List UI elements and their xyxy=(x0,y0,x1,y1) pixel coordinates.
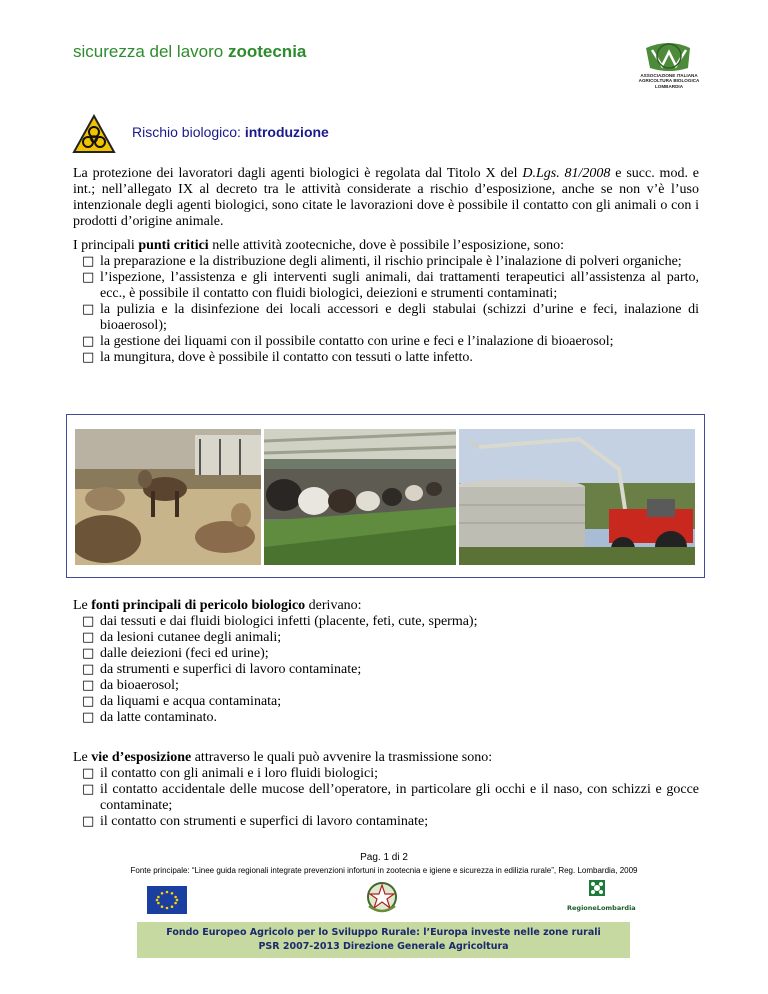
list-item: □ da bioaerosol; xyxy=(73,678,699,694)
biohazard-warning-icon xyxy=(72,114,116,154)
lead-bold: punti critici xyxy=(138,238,209,253)
section-title-bold: introduzione xyxy=(244,124,329,140)
exposure-block xyxy=(73,750,699,830)
logo-text-line: ASSOCIAZIONE ITALIANA xyxy=(640,73,698,78)
lead-bold: fonti principali di pericolo biologico xyxy=(91,598,306,613)
list-item: □ da strumenti e superfici di lavoro contaminate; xyxy=(73,662,699,678)
header-title-bold: zootecnia xyxy=(227,42,307,61)
intro-paragraph xyxy=(73,166,699,230)
list-item: □ il contatto accidentale delle mucose dell’operatore, in particolare gli occhi e il naso, con schizzi e gocce contaminate; xyxy=(73,782,699,814)
list-item: □ da lesioni cutanee degli animali; xyxy=(73,630,699,646)
intro-text: e succ. mod. e int.; nell’allegato IX al decreto tra le attività considerate a rischio d’esposizione, anche se non v’è l’uso intenzionale degli agenti biologici, sono citate le lavorazioni dove è possibile il contatto con gli animali o con i prodotti d’origine animale. xyxy=(73,166,699,229)
section-title xyxy=(132,124,329,140)
intro-text: La protezione dei lavoratori dagli agenti biologici è regolata dal Titolo X del xyxy=(73,166,523,181)
list-item: □ l’ispezione, l’assistenza e gli interventi sugli animali, dai trattamenti terapeutici all’assistenza al parto, ecc., è possibile il contatto con fluidi biologici, deiezioni e strumenti contaminati; xyxy=(73,270,699,302)
photo-strip xyxy=(66,414,705,578)
eu-flag-icon xyxy=(147,886,187,914)
document-header-title xyxy=(73,42,306,62)
aiab-logo-mark xyxy=(646,43,690,71)
list-item: □ la mungitura, dove è possibile il contatto con tessuti o latte infetto. xyxy=(73,350,699,366)
critical-points-list xyxy=(73,254,699,366)
exposure-lead xyxy=(73,750,699,766)
lead-text: attraverso le quali può avvenire la trasmissione sono: xyxy=(191,750,493,765)
header-title-prefix: sicurezza del lavoro xyxy=(73,42,228,61)
italian-republic-emblem-icon xyxy=(365,880,399,916)
lead-bold: vie d’esposizione xyxy=(91,750,192,765)
law-reference: D.Lgs. 81/2008 xyxy=(522,166,611,181)
cows-barn-photo xyxy=(264,429,456,565)
lead-text: nelle attività zootecniche, dove è possibile l’esposizione, sono: xyxy=(208,238,565,253)
source-note: Fonte principale: “Linee guida regionali integrate prevenzioni infortuni in zootecnia e igiene e sicurezza in edilizia rurale”, Reg. Lombardia, 2009 xyxy=(130,866,638,875)
list-item: □ dai tessuti e dai fluidi biologici infetti (placente, feti, cute, sperma); xyxy=(73,614,699,630)
regione-lombardia-logo xyxy=(567,880,636,920)
critical-points-block xyxy=(73,238,699,366)
aiab-logo-text xyxy=(626,73,712,89)
list-item: □ la preparazione e la distribuzione degli alimenti, il rischio principale è l’inalazione di polveri organiche; xyxy=(73,254,699,270)
sources-block xyxy=(73,598,699,726)
list-item: □ da liquami e acqua contaminata; xyxy=(73,694,699,710)
exposure-list xyxy=(73,766,699,830)
lead-text: derivano: xyxy=(305,598,362,613)
lead-text: I principali xyxy=(73,238,139,253)
banner-line-2: PSR 2007-2013 Direzione Generale Agricoltura xyxy=(258,941,509,952)
critical-points-lead xyxy=(73,238,699,254)
list-item: □ la pulizia e la disinfezione dei locali accessori e degli stabulai (schizzi d’urine e feci, inalazione di bioaerosol); xyxy=(73,302,699,334)
page-number: Pag. 1 di 2 xyxy=(360,852,408,863)
slurry-tank-tractor-photo xyxy=(459,429,695,565)
section-title-prefix: Rischio biologico: xyxy=(132,124,245,140)
sources-list xyxy=(73,614,699,726)
funding-banner xyxy=(137,876,636,958)
goats-photo xyxy=(75,429,261,565)
sources-lead xyxy=(73,598,699,614)
banner-line-1: Fondo Europeo Agricolo per lo Sviluppo Rurale: l’Europa investe nelle zone rurali xyxy=(166,927,601,938)
list-item: □ il contatto con gli animali e i loro fluidi biologici; xyxy=(73,766,699,782)
intro-block xyxy=(73,166,699,230)
logo-text-line: AGRICOLTURA BIOLOGICA xyxy=(638,78,700,84)
list-item: □ dalle deiezioni (feci ed urine); xyxy=(73,646,699,662)
lombardia-rose-icon xyxy=(589,880,605,896)
list-item: □ da latte contaminato. xyxy=(73,710,699,726)
lead-text: Le xyxy=(73,598,92,613)
logo-text-line: LOMBARDIA xyxy=(654,83,684,89)
list-item: □ la gestione dei liquami con il possibile contatto con urine e feci e l’inalazione di bioaerosol; xyxy=(73,334,699,350)
region-name: RegioneLombardia xyxy=(567,904,636,912)
banner-strip xyxy=(137,922,630,958)
list-item: □ il contatto con strumenti e superfici di lavoro contaminate; xyxy=(73,814,699,830)
lead-text: Le xyxy=(73,750,92,765)
